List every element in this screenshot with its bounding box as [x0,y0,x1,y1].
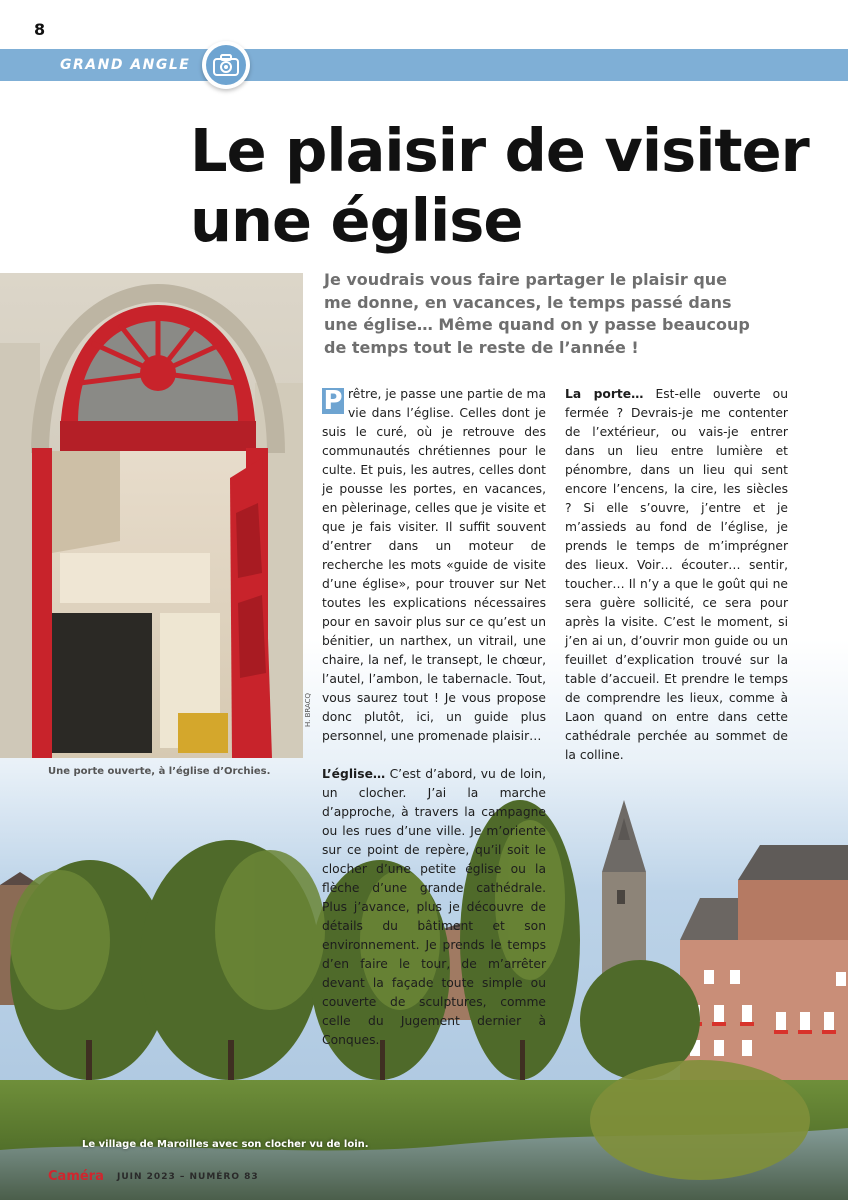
paragraph-1-text: rêtre, je passe une partie de ma vie dans l’église. Celles dont je suis le curé, où je retrouve des communautés chrétiennes pour le culte. Et puis, les autres, celles dont je pousse les portes, en vacances, en pèlerinage, celles que je visite et que je fais visiter. Il suffit souvent d’entrer dans un moteur de recherche les mots «guide de visite d’une église», pour trouver sur Net toutes les explications nécessaires pour en savoir plus sur ce qu’est un bénitier, un narthex, un vitrail, une chaire, la nef, le transept, le chœur, l’autel, l’ambon, le tabernacle. Tout, vous saurez tout ! Je vous propose donc plutôt, ici, un guide plus personnel, une promenade plaisir… [322,387,546,743]
section-label: GRAND ANGLE [60,57,191,73]
village-caption: Le village de Maroilles avec son clocher vu de loin. [82,1139,369,1150]
text-column-1 [322,385,546,1050]
article-title [190,116,830,256]
photo-credit: H. BRACQ [304,692,312,727]
paragraph-3-lead: La porte… [565,387,644,401]
title-line-2: une église [190,186,523,255]
camera-icon [213,54,239,76]
paragraph-2 [322,765,546,1050]
text-column-2 [565,385,788,765]
magazine-brand: Caméra [48,1169,104,1184]
section-badge [202,41,250,89]
paragraph-2-lead: L’église… [322,767,386,781]
article-intro: Je voudrais vous faire partager le plaisir que me donne, en vacances, le temps passé dans une église… Même quand on y passe beaucoup de temps tout le reste de l’année ! [324,270,750,357]
paragraph-3 [565,385,788,765]
drop-cap: P [323,386,343,416]
paragraph-1 [322,385,546,746]
paragraph-2-text: C’est d’abord, vu de loin, un clocher. J’ai la marche d’approche, à travers la campagne ou les rues d’une ville. Je m’oriente sur ce point de repère, qu’il soit le clocher d’une petite église ou la flèche d’une grande cathédrale. Plus j’avance, plus je découvre de détails du bâtiment et son environnement. Je prends le temps d’en faire le tour, de m’arrêter devant la façade toute simple ou couverte de sculptures, comme celle du Jugement dernier à Conques. [322,767,546,1047]
page-number: 8 [34,20,46,39]
title-line-1: Le plaisir de visiter [190,116,809,185]
paragraph-3-text: Est-elle ouverte ou fermée ? Devrais-je me contenter de l’extérieur, ou vais-je entrer dans un lieu entre lumière et pénombre, dans un lieu qui sent encore l’encens, la cire, les siècles ? Si elle s’ouvre, j’entre et je m’assieds au fond de l’église, je prends le temps de m’imprégner des lieux. Voir… écouter… sentir, toucher… Il n’y a que le goût qui ne sera guère sollicité, ce sera pour après la visite. C’est le moment, si j’en ai un, d’ouvrir mon guide ou un feuillet d’explication trouvé sur la table d’accueil. Et prendre le temps de comprendre les lieux, comme à Laon quand on entre dans cette cathédrale perchée au sommet de la colline. [565,387,788,762]
church-caption: Une porte ouverte, à l’église d’Orchies. [48,766,271,777]
church-photo [0,273,303,758]
issue-info: JUIN 2023 – NUMÉRO 83 [117,1172,259,1182]
